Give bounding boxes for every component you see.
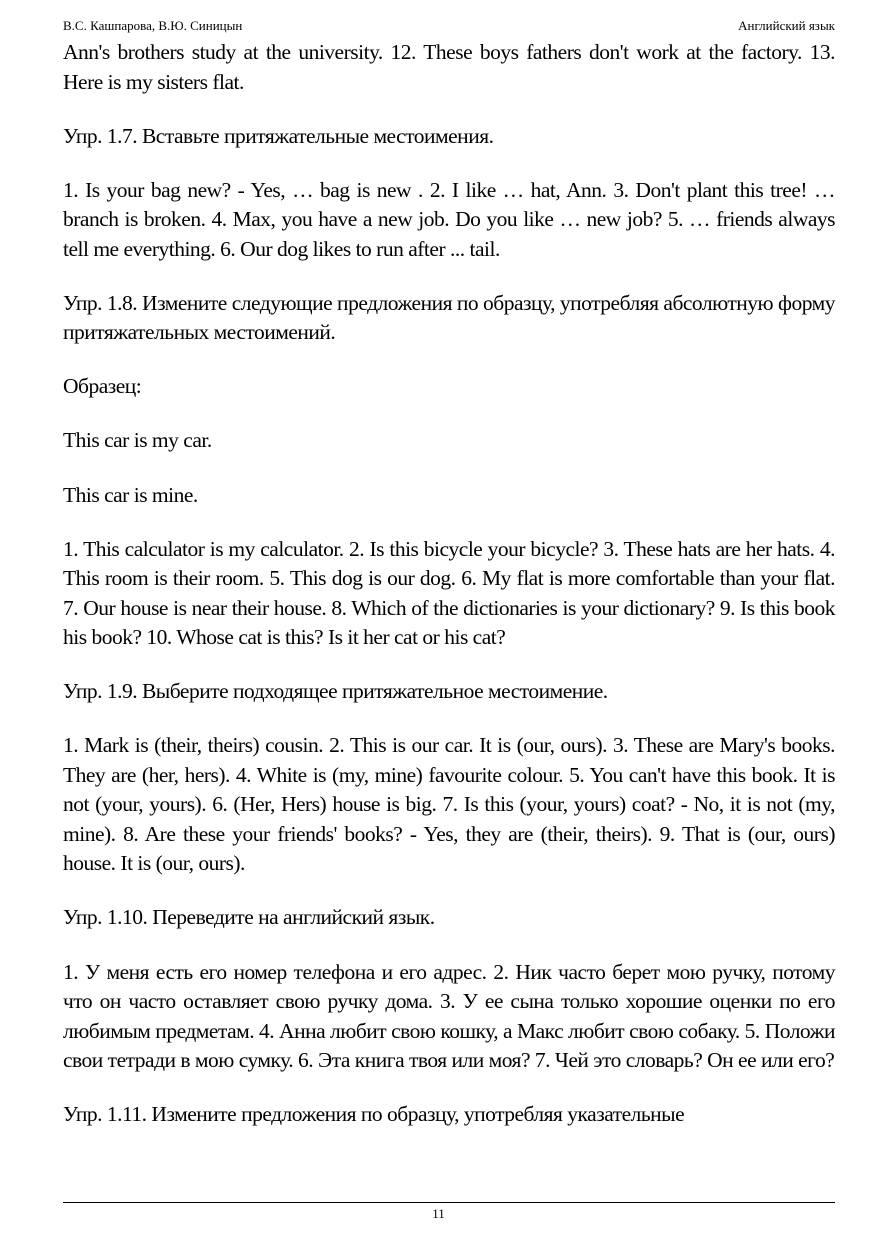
paragraph-continuation: Ann's brothers study at the university. 12. These boys fathers don't work at the factory. 13. Here is my sisters flat. xyxy=(63,40,835,94)
footer-divider xyxy=(63,1202,835,1203)
exercise-1-9-text: 1. Mark is (their, theirs) cousin. 2. This is our car. It is (our, ours). 3. These are Mary's books. They are (her, hers). 4. White is (my, mine) favourite colour. 5. You can't have this book. It is not (your, yours). 6. (Her, Hers) house is big. 7. Is this (your, yours) coat? - No, it is not (my, mine). 8. Are these your friends' books? - Yes, they are (their, theirs). 9. That is (our, ours) house. It is (our, ours). xyxy=(63,733,835,876)
exercise-1-10-text: 1. У меня есть его номер телефона и его адрес. 2. Ник часто берет мою ручку, потому что он часто оставляет свою ручку дома. 3. У ее сына только хорошие оценки по его любимым предметам. 4. Анна любит свою кошку, а Макс любит свою собаку. 5. Положи свои тетради в мою сумку. 6. Эта книга твоя или моя? 7. Чей это словарь? Он ее или его? xyxy=(63,959,835,1073)
exercise-1-7-text: 1. Is your bag new? - Yes, … bag is new . 2. I like … hat, Ann. 3. Don't plant this tree! … branch is broken. 4. Max, you have a new job. Do you like … new job? 5. … friends always tell me everything. 6. Our dog likes to run after ... tail. xyxy=(63,177,835,261)
page-body xyxy=(63,38,835,1154)
header-subject: Английский язык xyxy=(738,18,835,33)
exercise-1-8-text: 1. This calculator is my calculator. 2. Is this bicycle your bicycle? 3. These hats are her hats. 4. This room is their room. 5. This dog is our dog. 6. My flat is more comfortable than your flat. 7. Our house is near their house. 8. Which of the dictionaries is your dictionary? 9. Is this book his book? 10. Whose cat is this? Is it her cat or his cat? xyxy=(63,536,835,650)
sample-label: Образец: xyxy=(63,374,142,399)
sample-answer: This car is mine. xyxy=(63,482,198,507)
exercise-1-10-heading: Упр. 1.10. Переведите на английский язык. xyxy=(63,905,435,930)
exercise-1-7-heading: Упр. 1.7. Вставьте притяжательные местоимения. xyxy=(63,123,494,148)
sample-sentence: This car is my car. xyxy=(63,428,212,453)
running-header xyxy=(63,17,835,35)
exercise-1-9-heading: Упр. 1.9. Выберите подходящее притяжательное местоимение. xyxy=(63,679,608,704)
header-authors: В.С. Кашпарова, В.Ю. Синицын xyxy=(63,18,243,33)
exercise-1-8-heading: Упр. 1.8. Измените следующие предложения по образцу, употребляя абсолютную форму притяжательных местоимений. xyxy=(63,290,835,345)
page-number: 11 xyxy=(432,1206,445,1221)
exercise-1-11-heading: Упр. 1.11. Измените предложения по образцу, употребляя указательные xyxy=(63,1102,685,1127)
